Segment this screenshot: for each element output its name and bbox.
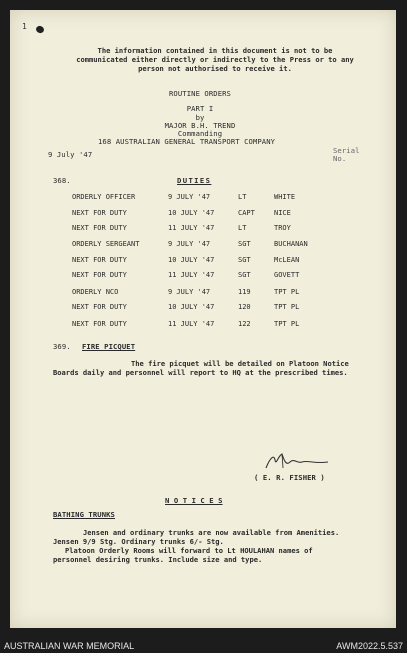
- orders-part: PART I: [186, 104, 214, 113]
- duty-date: 10 JULY '47: [168, 256, 215, 264]
- duty-row: [72, 288, 352, 298]
- duty-date: 10 JULY '47: [168, 303, 215, 311]
- duty-rank: 119: [238, 288, 251, 296]
- duty-role: NEXT FOR DUTY: [72, 271, 127, 279]
- notice-subheading: BATHING TRUNKS: [53, 510, 115, 519]
- notice-line: Platoon Orderly Rooms will forward to Lt HOULAHAN names of: [65, 546, 313, 555]
- duty-name: NICE: [274, 209, 291, 217]
- duty-role: NEXT FOR DUTY: [72, 256, 127, 264]
- duty-rank: SGT: [238, 256, 251, 264]
- duty-row: [72, 240, 352, 250]
- orders-date: 9 July '47: [48, 150, 93, 159]
- notice-line: personnel desiring trunks. Include size and type.: [53, 555, 263, 564]
- duty-role: NEXT FOR DUTY: [72, 320, 127, 328]
- duty-name: TPT PL: [274, 320, 300, 328]
- duty-date: 9 JULY '47: [168, 288, 211, 296]
- footer-accession-number: AWM2022.5.537: [336, 641, 403, 651]
- duty-role: ORDERLY OFFICER: [72, 193, 136, 201]
- security-notice: The information contained in this document is not to be communicated either directly or indirectly to the Press or to any person not authorised to receive it.: [76, 46, 354, 73]
- duty-rank: SGT: [238, 240, 251, 248]
- duty-role: ORDERLY NCO: [72, 288, 119, 296]
- footer-institution: AUSTRALIAN WAR MEMORIAL: [4, 641, 135, 651]
- duty-rank: SGT: [238, 271, 251, 279]
- duty-row: [72, 256, 352, 266]
- duty-rank: LT: [238, 193, 247, 201]
- fire-picquet-text: The fire picquet will be detailed on Platoon Notice Boards daily and personnel will report to HQ at the prescribed times.: [53, 359, 349, 377]
- fire-picquet-heading: FIRE PICQUET: [82, 342, 136, 351]
- fire-picquet-number: 369.: [53, 342, 71, 351]
- duty-row: [72, 320, 352, 330]
- duty-date: 10 JULY '47: [168, 209, 215, 217]
- notices-heading: N O T I C E S: [165, 496, 223, 505]
- signatory-name: ( E. R. FISHER ): [254, 473, 325, 482]
- duty-name: GOVETT: [274, 271, 300, 279]
- orders-officer: MAJOR B.H. TREND: [164, 121, 236, 130]
- handwritten-signature: [262, 450, 332, 474]
- duty-date: 11 JULY '47: [168, 320, 215, 328]
- duty-row: [72, 193, 352, 203]
- duty-rank: 122: [238, 320, 251, 328]
- notice-line: Jensen 9/9 Stg. Ordinary trunks 6/- Stg.: [53, 537, 224, 546]
- page-number: 1: [22, 22, 27, 31]
- duty-role: NEXT FOR DUTY: [72, 209, 127, 217]
- duty-role: NEXT FOR DUTY: [72, 224, 127, 232]
- duty-name: WHITE: [274, 193, 296, 201]
- duty-date: 9 JULY '47: [168, 240, 211, 248]
- serial-label: Serial: [333, 146, 360, 155]
- duty-row: [72, 209, 352, 219]
- notice-line: Jensen and ordinary trunks are now available from Amenities.: [83, 528, 340, 537]
- duty-rank: CAPT: [238, 209, 255, 217]
- duty-rank: LT: [238, 224, 247, 232]
- duty-row: [72, 303, 352, 313]
- duty-name: McLEAN: [274, 256, 300, 264]
- duty-row: [72, 224, 352, 234]
- duty-date: 9 JULY '47: [168, 193, 211, 201]
- orders-title: ROUTINE ORDERS: [169, 89, 231, 98]
- duty-row: [72, 271, 352, 281]
- duty-role: NEXT FOR DUTY: [72, 303, 127, 311]
- duty-name: BUCHANAN: [274, 240, 308, 248]
- orders-unit: 168 AUSTRALIAN GENERAL TRANSPORT COMPANY: [98, 137, 276, 146]
- duties-heading: DUTIES: [177, 176, 212, 185]
- serial-number: No.: [333, 154, 347, 163]
- duties-number: 368.: [53, 176, 71, 185]
- duty-name: TPT PL: [274, 303, 300, 311]
- duty-date: 11 JULY '47: [168, 224, 215, 232]
- duty-rank: 120: [238, 303, 251, 311]
- duty-role: ORDERLY SERGEANT: [72, 240, 140, 248]
- duty-date: 11 JULY '47: [168, 271, 215, 279]
- duty-name: TROY: [274, 224, 291, 232]
- archive-footer: [0, 638, 407, 653]
- duty-name: TPT PL: [274, 288, 300, 296]
- orders-commanding: Commanding: [177, 129, 223, 138]
- orders-by: by: [195, 113, 205, 122]
